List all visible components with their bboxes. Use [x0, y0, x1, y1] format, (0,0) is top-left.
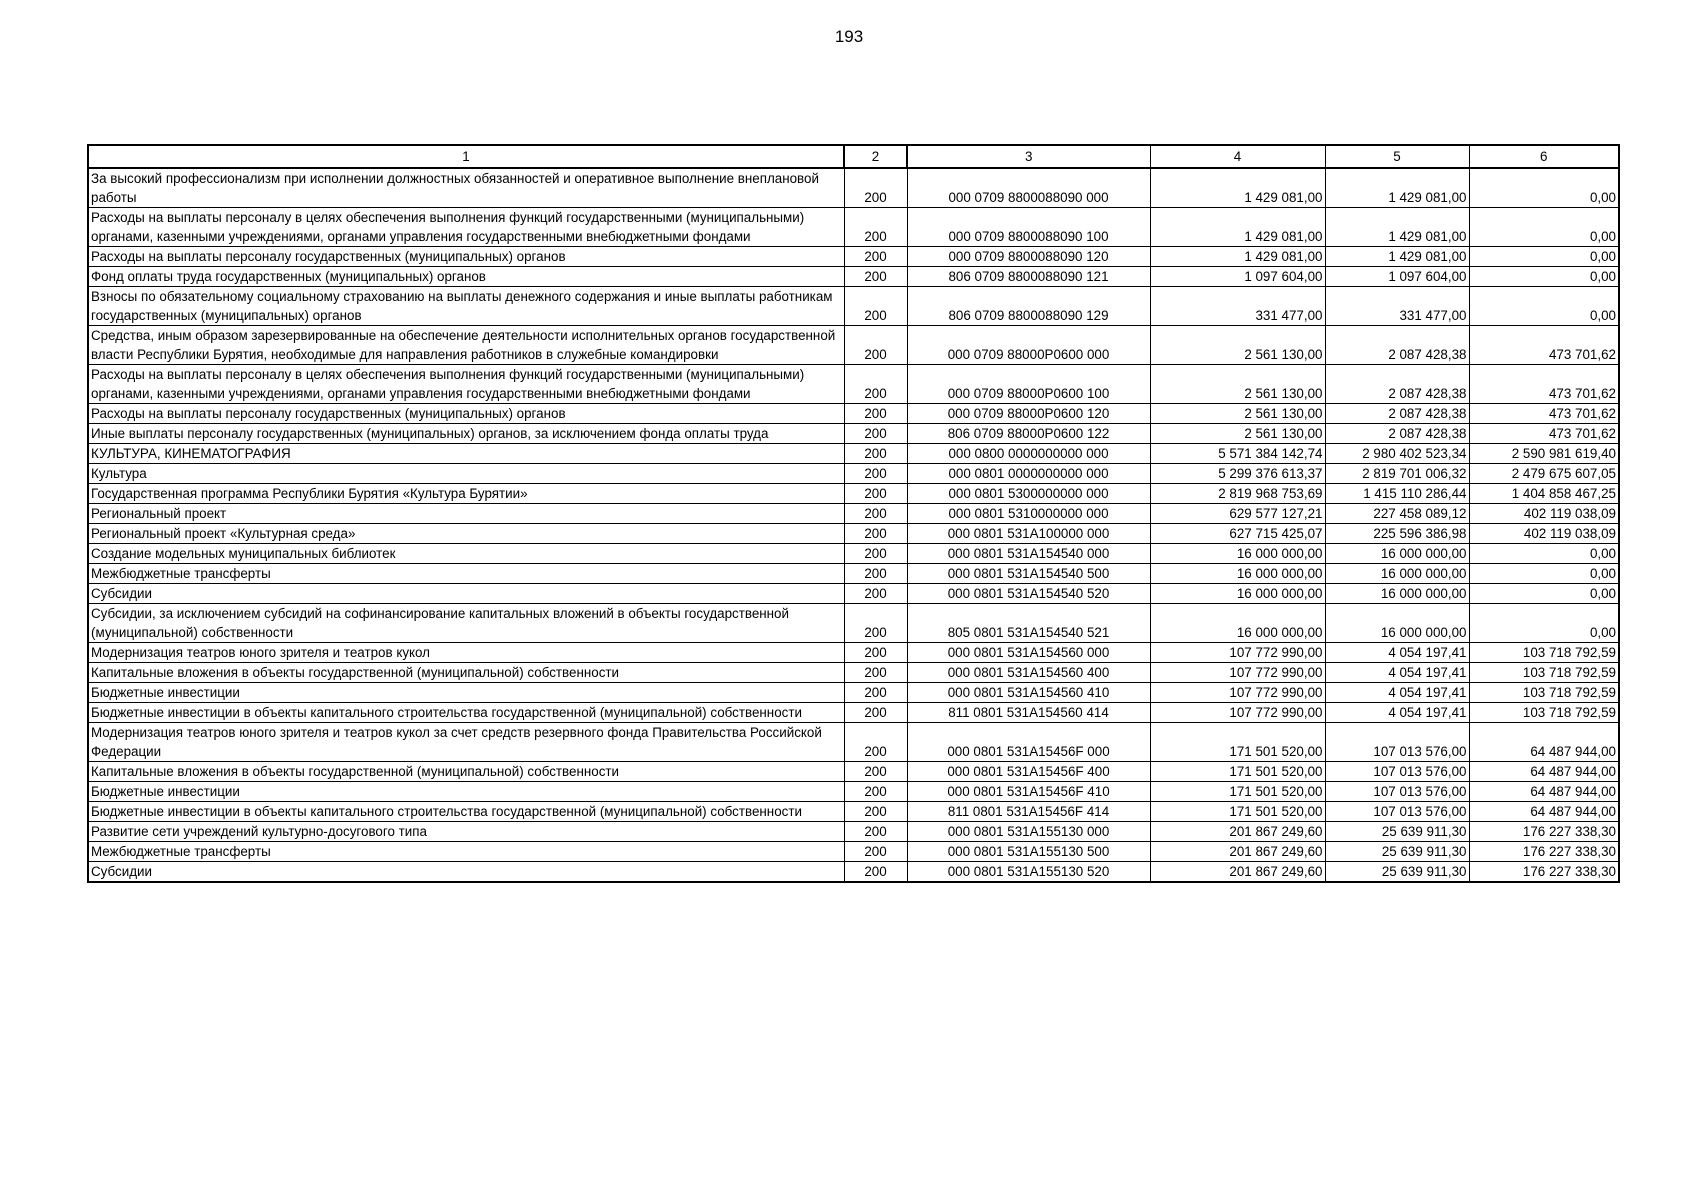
- table-row: [88, 247, 1619, 267]
- row-value-col6: 473 701,62: [1469, 424, 1619, 444]
- row-code: 200: [844, 782, 907, 802]
- row-value-col5: 331 477,00: [1325, 287, 1469, 326]
- row-value-col6: 0,00: [1469, 544, 1619, 564]
- row-name: Культура: [88, 464, 844, 484]
- row-classification: 000 0801 531A154540 500: [907, 564, 1150, 584]
- row-name: Развитие сети учреждений культурно-досугового типа: [88, 822, 844, 842]
- budget-table: [87, 144, 1620, 883]
- row-classification: 805 0801 531A154540 521: [907, 604, 1150, 643]
- row-name: Межбюджетные трансферты: [88, 842, 844, 862]
- row-classification: 000 0801 531A15456F 400: [907, 762, 1150, 782]
- row-value-col6: 2 590 981 619,40: [1469, 444, 1619, 464]
- row-code: 200: [844, 842, 907, 862]
- row-code: 200: [844, 365, 907, 404]
- row-value-col4: 2 561 130,00: [1150, 404, 1325, 424]
- row-name: Модернизация театров юного зрителя и театров кукол: [88, 643, 844, 663]
- row-value-col6: 0,00: [1469, 208, 1619, 247]
- row-value-col4: 2 561 130,00: [1150, 424, 1325, 444]
- row-value-col5: 25 639 911,30: [1325, 822, 1469, 842]
- row-value-col6: 64 487 944,00: [1469, 762, 1619, 782]
- row-classification: 000 0801 5310000000 000: [907, 504, 1150, 524]
- row-code: 200: [844, 404, 907, 424]
- row-classification: 806 0709 8800088090 121: [907, 267, 1150, 287]
- page-number: 193: [834, 27, 864, 46]
- table-row: [88, 424, 1619, 444]
- row-name: Взносы по обязательному социальному страхованию на выплаты денежного содержания и иные выплаты работникам государственных (муниципальных) органов: [88, 287, 844, 326]
- table-row: [88, 524, 1619, 544]
- table-row: [88, 663, 1619, 683]
- row-value-col4: 107 772 990,00: [1150, 663, 1325, 683]
- row-name: Создание модельных муниципальных библиотек: [88, 544, 844, 564]
- row-value-col6: 64 487 944,00: [1469, 782, 1619, 802]
- row-name: Иные выплаты персоналу государственных (муниципальных) органов, за исключением фонда оплаты труда: [88, 424, 844, 444]
- row-code: 200: [844, 464, 907, 484]
- row-value-col6: 64 487 944,00: [1469, 723, 1619, 762]
- row-name: Средства, иным образом зарезервированные на обеспечение деятельности исполнительных органов государственной власти Республики Бурятия, необходимые для направления работников в служебные командировки: [88, 326, 844, 365]
- row-code: 200: [844, 287, 907, 326]
- table-row: [88, 444, 1619, 464]
- row-value-col4: 16 000 000,00: [1150, 544, 1325, 564]
- row-value-col4: 171 501 520,00: [1150, 762, 1325, 782]
- row-value-col4: 201 867 249,60: [1150, 842, 1325, 862]
- table-row: [88, 168, 1619, 208]
- row-classification: 000 0709 8800088090 000: [907, 168, 1150, 208]
- row-value-col4: 107 772 990,00: [1150, 643, 1325, 663]
- table-row: [88, 762, 1619, 782]
- row-name: Модернизация театров юного зрителя и театров кукол за счет средств резервного фонда Правительства Российской Федерации: [88, 723, 844, 762]
- row-value-col5: 2 087 428,38: [1325, 404, 1469, 424]
- table-row: [88, 404, 1619, 424]
- row-value-col5: 4 054 197,41: [1325, 703, 1469, 723]
- row-value-col4: 2 561 130,00: [1150, 326, 1325, 365]
- row-value-col6: 1 404 858 467,25: [1469, 484, 1619, 504]
- row-classification: 000 0801 531A155130 500: [907, 842, 1150, 862]
- row-value-col5: 1 415 110 286,44: [1325, 484, 1469, 504]
- row-classification: 000 0801 0000000000 000: [907, 464, 1150, 484]
- table-row: [88, 544, 1619, 564]
- row-value-col4: 201 867 249,60: [1150, 822, 1325, 842]
- row-value-col4: 171 501 520,00: [1150, 782, 1325, 802]
- row-name: Расходы на выплаты персоналу в целях обеспечения выполнения функций государственными (муниципальными) органами, казенными учреждениями, органами управления государственными внебюджетными фондами: [88, 208, 844, 247]
- row-value-col4: 627 715 425,07: [1150, 524, 1325, 544]
- row-name: Региональный проект «Культурная среда»: [88, 524, 844, 544]
- table-row: [88, 782, 1619, 802]
- row-name: Бюджетные инвестиции: [88, 683, 844, 703]
- row-name: Межбюджетные трансферты: [88, 564, 844, 584]
- table-row: [88, 723, 1619, 762]
- row-classification: 806 0709 88000P0600 122: [907, 424, 1150, 444]
- row-value-col4: 2 561 130,00: [1150, 365, 1325, 404]
- row-classification: 811 0801 531A15456F 414: [907, 802, 1150, 822]
- row-value-col5: 1 429 081,00: [1325, 247, 1469, 267]
- row-code: 200: [844, 564, 907, 584]
- column-header-6: 6: [1469, 145, 1619, 168]
- row-value-col5: 16 000 000,00: [1325, 604, 1469, 643]
- row-classification: 000 0801 531A155130 520: [907, 862, 1150, 883]
- column-header-3: 3: [907, 145, 1150, 168]
- row-value-col5: 225 596 386,98: [1325, 524, 1469, 544]
- row-value-col5: 2 087 428,38: [1325, 424, 1469, 444]
- row-value-col5: 1 429 081,00: [1325, 168, 1469, 208]
- row-value-col6: 103 718 792,59: [1469, 643, 1619, 663]
- table-row: [88, 326, 1619, 365]
- row-name: Бюджетные инвестиции в объекты капитального строительства государственной (муниципальной) собственности: [88, 703, 844, 723]
- row-value-col5: 25 639 911,30: [1325, 862, 1469, 883]
- row-value-col4: 107 772 990,00: [1150, 683, 1325, 703]
- row-code: 200: [844, 663, 907, 683]
- row-classification: 000 0801 531A154560 410: [907, 683, 1150, 703]
- row-code: 200: [844, 762, 907, 782]
- table-row: [88, 703, 1619, 723]
- row-value-col5: 1 429 081,00: [1325, 208, 1469, 247]
- row-value-col5: 4 054 197,41: [1325, 643, 1469, 663]
- row-classification: 000 0709 88000P0600 000: [907, 326, 1150, 365]
- row-classification: 000 0709 88000P0600 120: [907, 404, 1150, 424]
- row-name: Капитальные вложения в объекты государственной (муниципальной) собственности: [88, 762, 844, 782]
- row-classification: 000 0801 531A15456F 000: [907, 723, 1150, 762]
- row-name: КУЛЬТУРА, КИНЕМАТОГРАФИЯ: [88, 444, 844, 464]
- row-value-col4: 5 299 376 613,37: [1150, 464, 1325, 484]
- row-value-col4: 201 867 249,60: [1150, 862, 1325, 883]
- row-code: 200: [844, 802, 907, 822]
- row-value-col4: 5 571 384 142,74: [1150, 444, 1325, 464]
- row-value-col5: 2 980 402 523,34: [1325, 444, 1469, 464]
- row-classification: 000 0800 0000000000 000: [907, 444, 1150, 464]
- table-row: [88, 484, 1619, 504]
- row-name: Бюджетные инвестиции: [88, 782, 844, 802]
- row-name: Субсидии: [88, 862, 844, 883]
- row-classification: 000 0801 531A154560 000: [907, 643, 1150, 663]
- table-row: [88, 287, 1619, 326]
- row-code: 200: [844, 267, 907, 287]
- row-value-col5: 107 013 576,00: [1325, 762, 1469, 782]
- row-code: 200: [844, 643, 907, 663]
- row-value-col5: 107 013 576,00: [1325, 723, 1469, 762]
- row-value-col6: 176 227 338,30: [1469, 842, 1619, 862]
- table-row: [88, 604, 1619, 643]
- row-value-col6: 0,00: [1469, 584, 1619, 604]
- row-code: 200: [844, 208, 907, 247]
- row-name: Государственная программа Республики Бурятия «Культура Бурятии»: [88, 484, 844, 504]
- row-code: 200: [844, 504, 907, 524]
- table-row: [88, 802, 1619, 822]
- row-value-col4: 16 000 000,00: [1150, 584, 1325, 604]
- table-row: [88, 564, 1619, 584]
- table-row: [88, 365, 1619, 404]
- row-code: 200: [844, 424, 907, 444]
- row-value-col4: 16 000 000,00: [1150, 604, 1325, 643]
- row-name: Капитальные вложения в объекты государственной (муниципальной) собственности: [88, 663, 844, 683]
- row-value-col6: 473 701,62: [1469, 404, 1619, 424]
- column-header-1: 1: [88, 145, 844, 168]
- row-value-col6: 64 487 944,00: [1469, 802, 1619, 822]
- row-value-col5: 2 087 428,38: [1325, 365, 1469, 404]
- row-classification: 000 0801 531A15456F 410: [907, 782, 1150, 802]
- row-code: 200: [844, 484, 907, 504]
- row-classification: 000 0709 8800088090 100: [907, 208, 1150, 247]
- row-value-col5: 2 819 701 006,32: [1325, 464, 1469, 484]
- row-value-col5: 1 097 604,00: [1325, 267, 1469, 287]
- row-value-col5: 2 087 428,38: [1325, 326, 1469, 365]
- column-header-4: 4: [1150, 145, 1325, 168]
- row-value-col6: 402 119 038,09: [1469, 524, 1619, 544]
- row-code: 200: [844, 168, 907, 208]
- table-row: [88, 208, 1619, 247]
- row-code: 200: [844, 822, 907, 842]
- row-classification: 000 0801 531A154540 000: [907, 544, 1150, 564]
- row-value-col5: 107 013 576,00: [1325, 802, 1469, 822]
- row-value-col6: 402 119 038,09: [1469, 504, 1619, 524]
- table-row: [88, 584, 1619, 604]
- row-value-col5: 25 639 911,30: [1325, 842, 1469, 862]
- row-value-col4: 16 000 000,00: [1150, 564, 1325, 584]
- table-row: [88, 822, 1619, 842]
- row-value-col4: 1 097 604,00: [1150, 267, 1325, 287]
- row-value-col5: 16 000 000,00: [1325, 564, 1469, 584]
- row-value-col4: 331 477,00: [1150, 287, 1325, 326]
- column-header-5: 5: [1325, 145, 1469, 168]
- row-value-col4: 2 819 968 753,69: [1150, 484, 1325, 504]
- row-code: 200: [844, 247, 907, 267]
- row-value-col4: 629 577 127,21: [1150, 504, 1325, 524]
- row-code: 200: [844, 524, 907, 544]
- table-row: [88, 464, 1619, 484]
- row-value-col5: 227 458 089,12: [1325, 504, 1469, 524]
- row-value-col5: 16 000 000,00: [1325, 584, 1469, 604]
- row-value-col6: 103 718 792,59: [1469, 683, 1619, 703]
- row-value-col6: 0,00: [1469, 168, 1619, 208]
- row-code: 200: [844, 683, 907, 703]
- row-code: 200: [844, 723, 907, 762]
- row-classification: 000 0801 531A155130 000: [907, 822, 1150, 842]
- row-classification: 000 0801 5300000000 000: [907, 484, 1150, 504]
- table-row: [88, 683, 1619, 703]
- row-value-col6: 103 718 792,59: [1469, 703, 1619, 723]
- row-value-col5: 4 054 197,41: [1325, 683, 1469, 703]
- row-code: 200: [844, 703, 907, 723]
- row-classification: 811 0801 531A154560 414: [907, 703, 1150, 723]
- row-value-col4: 171 501 520,00: [1150, 723, 1325, 762]
- column-header-2: 2: [844, 145, 907, 168]
- table-row: [88, 267, 1619, 287]
- row-value-col6: 473 701,62: [1469, 326, 1619, 365]
- row-code: 200: [844, 326, 907, 365]
- row-code: 200: [844, 604, 907, 643]
- row-value-col4: 1 429 081,00: [1150, 168, 1325, 208]
- row-code: 200: [844, 584, 907, 604]
- row-name: Расходы на выплаты персоналу государственных (муниципальных) органов: [88, 404, 844, 424]
- table-body: [88, 168, 1619, 882]
- row-classification: 000 0709 88000P0600 100: [907, 365, 1150, 404]
- row-value-col6: 176 227 338,30: [1469, 822, 1619, 842]
- row-value-col6: 0,00: [1469, 564, 1619, 584]
- table-row: [88, 862, 1619, 883]
- row-name: Бюджетные инвестиции в объекты капитального строительства государственной (муниципальной) собственности: [88, 802, 844, 822]
- row-value-col6: 176 227 338,30: [1469, 862, 1619, 883]
- row-value-col6: 0,00: [1469, 287, 1619, 326]
- row-value-col6: 0,00: [1469, 604, 1619, 643]
- row-value-col6: 103 718 792,59: [1469, 663, 1619, 683]
- row-name: Расходы на выплаты персоналу в целях обеспечения выполнения функций государственными (муниципальными) органами, казенными учреждениями, органами управления государственными внебюджетными фондами: [88, 365, 844, 404]
- row-name: Фонд оплаты труда государственных (муниципальных) органов: [88, 267, 844, 287]
- row-code: 200: [844, 444, 907, 464]
- row-code: 200: [844, 544, 907, 564]
- row-value-col6: 2 479 675 607,05: [1469, 464, 1619, 484]
- row-value-col4: 1 429 081,00: [1150, 247, 1325, 267]
- row-name: Субсидии: [88, 584, 844, 604]
- row-value-col4: 107 772 990,00: [1150, 703, 1325, 723]
- row-name: Субсидии, за исключением субсидий на софинансирование капитальных вложений в объекты государственной (муниципальной) собственности: [88, 604, 844, 643]
- row-value-col6: 473 701,62: [1469, 365, 1619, 404]
- table-row: [88, 504, 1619, 524]
- table-row: [88, 842, 1619, 862]
- row-name: Расходы на выплаты персоналу государственных (муниципальных) органов: [88, 247, 844, 267]
- row-value-col6: 0,00: [1469, 267, 1619, 287]
- row-classification: 806 0709 8800088090 129: [907, 287, 1150, 326]
- row-name: За высокий профессионализм при исполнении должностных обязанностей и оперативное выполнение внеплановой работы: [88, 168, 844, 208]
- row-classification: 000 0801 531A100000 000: [907, 524, 1150, 544]
- row-value-col5: 16 000 000,00: [1325, 544, 1469, 564]
- row-name: Региональный проект: [88, 504, 844, 524]
- table-row: [88, 643, 1619, 663]
- row-value-col5: 4 054 197,41: [1325, 663, 1469, 683]
- row-classification: 000 0801 531A154560 400: [907, 663, 1150, 683]
- row-value-col6: 0,00: [1469, 247, 1619, 267]
- row-value-col4: 1 429 081,00: [1150, 208, 1325, 247]
- row-code: 200: [844, 862, 907, 883]
- row-classification: 000 0801 531A154540 520: [907, 584, 1150, 604]
- row-value-col4: 171 501 520,00: [1150, 802, 1325, 822]
- table-header-row: [88, 145, 1619, 168]
- row-value-col5: 107 013 576,00: [1325, 782, 1469, 802]
- row-classification: 000 0709 8800088090 120: [907, 247, 1150, 267]
